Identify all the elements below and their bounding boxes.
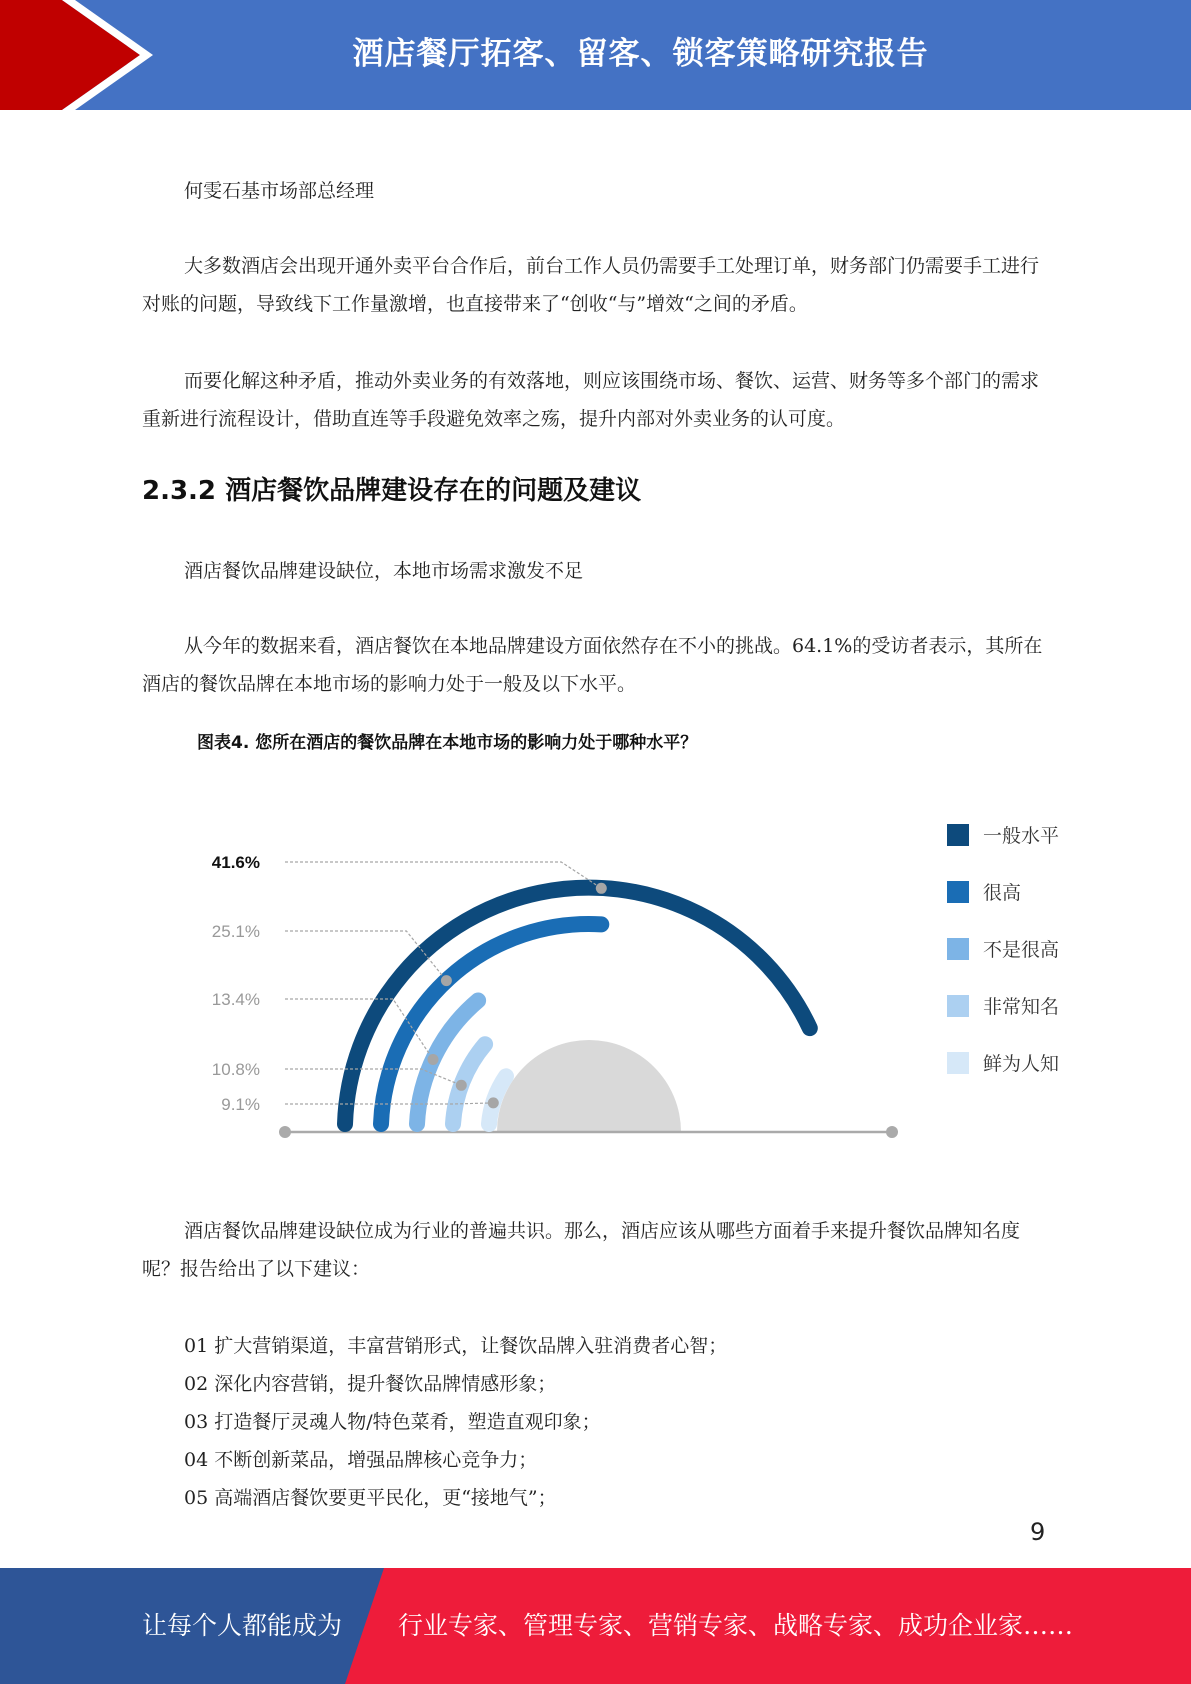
footer-slogan-left: 让每个人都能成为 — [142, 1611, 343, 1640]
legend-label-0: 一般水平 — [983, 825, 1060, 847]
chart-container — [180, 780, 1100, 1160]
list-item: 03 打造餐厅灵魂人物/特色菜肴，塑造直观印象； — [184, 1411, 601, 1433]
paragraph-takeout-issue: 大多数酒店会出现开通外卖平台合作后，前台工作人员仍需要手工处理订单，财务部门仍需要手工进行对账的问题，导致线下工作量激增，也直接带来了“创收“与”增效“之间的矛盾。 — [142, 255, 1040, 315]
chart-marker-dot-3 — [456, 1080, 467, 1091]
paragraph-author: 何雯石基市场部总经理 — [184, 180, 375, 202]
chart-marker-dot-4 — [488, 1097, 499, 1108]
legend-swatch-0 — [947, 824, 969, 846]
legend-swatch-3 — [947, 995, 969, 1017]
legend-label-4: 鲜为人知 — [983, 1053, 1060, 1075]
chart-value-label-3: 10.8% — [211, 1060, 260, 1079]
chart-baseline-dot-right — [886, 1126, 898, 1138]
legend-label-3: 非常知名 — [983, 996, 1060, 1018]
chart-value-label-1: 25.1% — [211, 922, 260, 941]
chart-center-semicircle — [497, 1040, 681, 1132]
section-heading: 2.3.2 酒店餐饮品牌建设存在的问题及建议 — [142, 476, 642, 506]
chart-value-label-4: 9.1% — [221, 1095, 260, 1114]
legend-swatch-2 — [947, 938, 969, 960]
radial-bar-chart — [180, 780, 1100, 1160]
chart-value-label-2: 13.4% — [211, 990, 260, 1009]
chart-marker-dot-0 — [596, 883, 607, 894]
list-item: 05 高端酒店餐饮要更平民化，更“接地气”； — [184, 1487, 557, 1509]
paragraph-brand-data: 从今年的数据来看，酒店餐饮在本地品牌建设方面依然存在不小的挑战。64.1%的受访者表示，其所在酒店的餐饮品牌在本地市场的影响力处于一般及以下水平。 — [142, 635, 1043, 695]
chart-value-label-0: 41.6% — [211, 853, 260, 872]
paragraph-brand-gap: 酒店餐饮品牌建设缺位，本地市场需求激发不足 — [184, 560, 584, 582]
list-item: 02 深化内容营销，提升餐饮品牌情感形象； — [184, 1373, 557, 1395]
list-item: 04 不断创新菜品，增强品牌核心竞争力； — [184, 1449, 538, 1471]
report-title: 酒店餐厅拓客、留客、锁客策略研究报告 — [352, 35, 929, 72]
page-number: 9 — [1030, 1518, 1046, 1546]
suggestion-list — [184, 1327, 727, 1517]
legend-swatch-4 — [947, 1052, 969, 1074]
legend-label-2: 不是很高 — [983, 939, 1060, 961]
chart-marker-dot-1 — [441, 975, 452, 986]
paragraph-takeout-solution: 而要化解这种矛盾，推动外卖业务的有效落地，则应该围绕市场、餐饮、运营、财务等多个部门的需求重新进行流程设计，借助直连等手段避免效率之殇，提升内部对外卖业务的认可度。 — [142, 370, 1040, 430]
chart-baseline-dot-left — [279, 1126, 291, 1138]
list-item: 01 扩大营销渠道，丰富营销形式，让餐饮品牌入驻消费者心智； — [184, 1335, 728, 1357]
paragraph-suggestion-intro: 酒店餐饮品牌建设缺位成为行业的普遍共识。那么，酒店应该从哪些方面着手来提升餐饮品牌知名度呢？报告给出了以下建议： — [142, 1220, 1021, 1280]
footer-slogan-right: 行业专家、管理专家、营销专家、战略专家、成功企业家…… — [398, 1611, 1074, 1640]
legend-swatch-1 — [947, 881, 969, 903]
legend-label-1: 很高 — [983, 882, 1022, 904]
chart-caption: 图表4. 您所在酒店的餐饮品牌在本地市场的影响力处于哪种水平？ — [197, 733, 698, 753]
chart-marker-dot-2 — [428, 1054, 439, 1065]
footer-bar — [0, 1568, 1191, 1684]
header-bar — [0, 0, 1191, 110]
